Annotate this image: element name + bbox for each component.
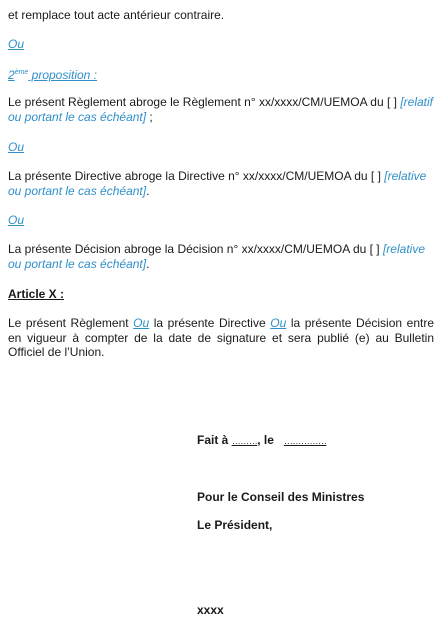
ou-text: Ou — [8, 37, 25, 51]
proposition-label: proposition : — [28, 68, 98, 82]
proposition-superscript: ème — [14, 69, 29, 76]
article-text-3: la présente Décision entre en vigueur à compter de la date de signature et sera publié (e) au Bulletin Officiel de l’Union. — [8, 316, 434, 359]
ou-text: Ou — [8, 213, 25, 227]
article-paragraph — [8, 316, 434, 360]
signature-president: Le Président, — [197, 518, 273, 532]
ou-text: Ou — [8, 140, 25, 154]
le-label: , le — [257, 433, 278, 447]
directive-italic: [relative ou portant le cas échéant] — [8, 169, 427, 198]
fait-a-label: Fait à — [197, 433, 232, 447]
reglement-paragraph — [8, 95, 434, 124]
directive-text: La présente Directive abroge la Directive n° xx/xxxx/CM/UEMOA du [ ] — [8, 169, 385, 183]
signature-council: Pour le Conseil des Ministres — [197, 490, 365, 504]
decision-paragraph — [8, 242, 434, 271]
reglement-end: ; — [146, 109, 153, 124]
signature-name: xxxx — [197, 603, 224, 617]
ou-separator-1 — [8, 37, 434, 52]
directive-paragraph — [8, 169, 434, 198]
article-text-1: Le présent Règlement — [8, 316, 134, 330]
article-ou-2: Ou — [270, 316, 287, 330]
ou-separator-3 — [8, 213, 434, 228]
signature-place-date — [197, 433, 326, 448]
decision-italic: [relative ou portant le cas échéant] — [8, 242, 425, 271]
ou-separator-2 — [8, 140, 434, 155]
proposition-number: 2 — [8, 68, 15, 82]
article-ou-1: Ou — [133, 316, 150, 330]
decision-text: La présente Décision abroge la Décision n° xx/xxxx/CM/UEMOA du [ ] — [8, 242, 383, 256]
previous-line: et remplace tout acte antérieur contraire. — [8, 8, 225, 22]
article-text-2: la présente Directive — [149, 316, 271, 330]
article-title: Article X : — [8, 287, 65, 301]
date-dots: …………… — [283, 436, 327, 446]
directive-end: . — [146, 183, 150, 198]
reglement-text: Le présent Règlement abroge le Règlement n° xx/xxxx/CM/UEMOA du [ ] — [8, 95, 401, 109]
decision-end: . — [146, 256, 150, 271]
reglement-italic: [relatif ou portant le cas échéant] — [8, 95, 433, 124]
proposition-heading — [8, 66, 434, 83]
fait-a-dots: ……… — [231, 436, 258, 446]
